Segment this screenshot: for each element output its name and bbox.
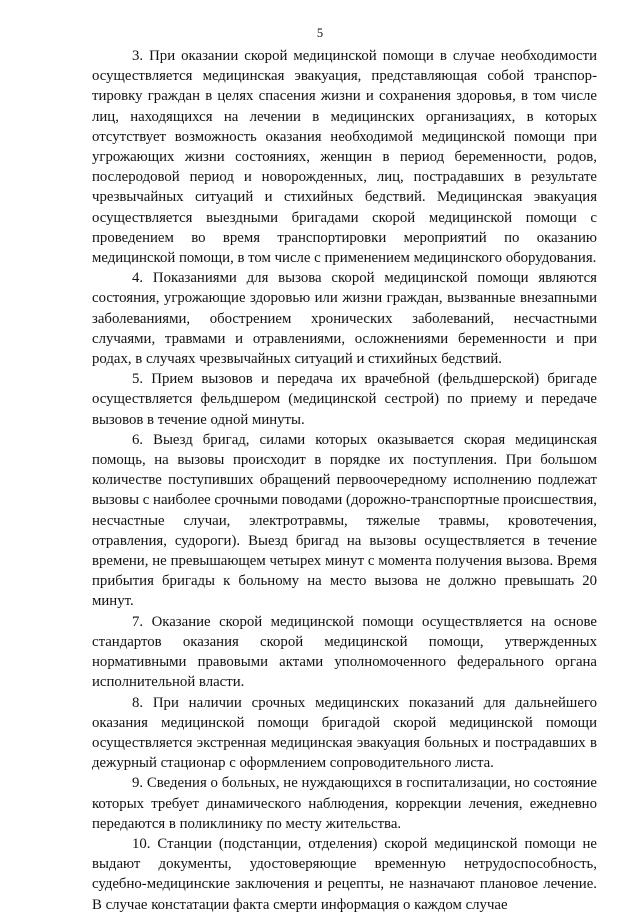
paragraph-7: 7. Оказание скорой медицинской помощи осуществляется на основе стандартов оказания скорой медицинской помощи, утвержденных нормативными правовыми актами уполномоченного федерального органа исполнительной власти. — [92, 613, 597, 691]
paragraph-8: 8. При наличии срочных медицинских показаний для дальнейшего оказания медицинской помощи бригадой скорой медицинской помощи осуществляется экстренная медицинская эвакуация больных и пострадавших в дежурный стационар с оформлением сопроводительного листа. — [92, 694, 597, 772]
document-text-body — [92, 46, 597, 915]
paragraph-10: 10. Станции (подстанции, отделения) скорой медицинской помощи не выдают документы, удостоверяющие временную нетрудоспособность, судебно-медицинские заключения и рецепты, не назначают плановое лечение. В случае констатации факта смерти информация о каждом случае — [92, 835, 597, 913]
paragraph-3: 3. При оказании скорой медицинской помощи в случае необходимости осуществляется медицинская эвакуация, представляющая собой транспортировку граждан в целях спасения жизни и сохранения здоровья, в том числе лиц, находящихся на лечении в медицинских организациях, в которых отсутствует возможность оказания необходимой медицинской помощи при угрожающих жизни состояниях, женщин в период беременности, родов, послеродовой период и новорожденных, лиц, пострадавших в результате чрезвычайных ситуаций и стихийных бедствий. Медицинская эвакуация осуществляется выездными бригадами скорой медицинской помощи с проведением во время транспортировки мероприятий по оказанию медицинской помощи, в том числе с применением медицинского оборудования. — [92, 48, 597, 267]
paragraph-9: 9. Сведения о больных, не нуждающихся в госпитализации, но состояние которых требует динамического наблюдения, коррекции лечения, ежедневно передаются в поликлинику по месту жительства. — [92, 775, 597, 832]
paragraph-6: 6. Выезд бригад, силами которых оказывается скорая медицинская помощь, на вызовы происходит в порядке их поступления. При большом количестве поступивших обращений первоочередному исполнению подлежат вызовы с наиболее срочными поводами (дорожно-транспортные происшествия, несчастные случаи, электротравмы, тяжелые травмы, кровотечения, отравления, судороги). Выезд бригад на вызовы осуществляется в течение времени, не превышающем четырех минут с момента получения вызова. Время прибытия бригады к больному на место вызова не должно превышать 20 минут. — [92, 431, 597, 610]
page-number: 5 — [316, 26, 324, 40]
paragraph-4: 4. Показаниями для вызова скорой медицинской помощи являются состояния, угрожающие здоровью или жизни граждан, вызванные внезапными заболеваниями, обострением хронических заболеваний, несчастными случаями, травмами и отравлениями, осложнениями беременности и при родах, в случаях чрезвычайных ситуаций и стихийных бедствий. — [92, 270, 597, 368]
paragraph-5: 5. Прием вызовов и передача их врачебной (фельдшерской) бригаде осуществляется фельдшером (медицинской сестрой) по приему и передаче вызовов в течение одной минуты. — [92, 371, 597, 428]
